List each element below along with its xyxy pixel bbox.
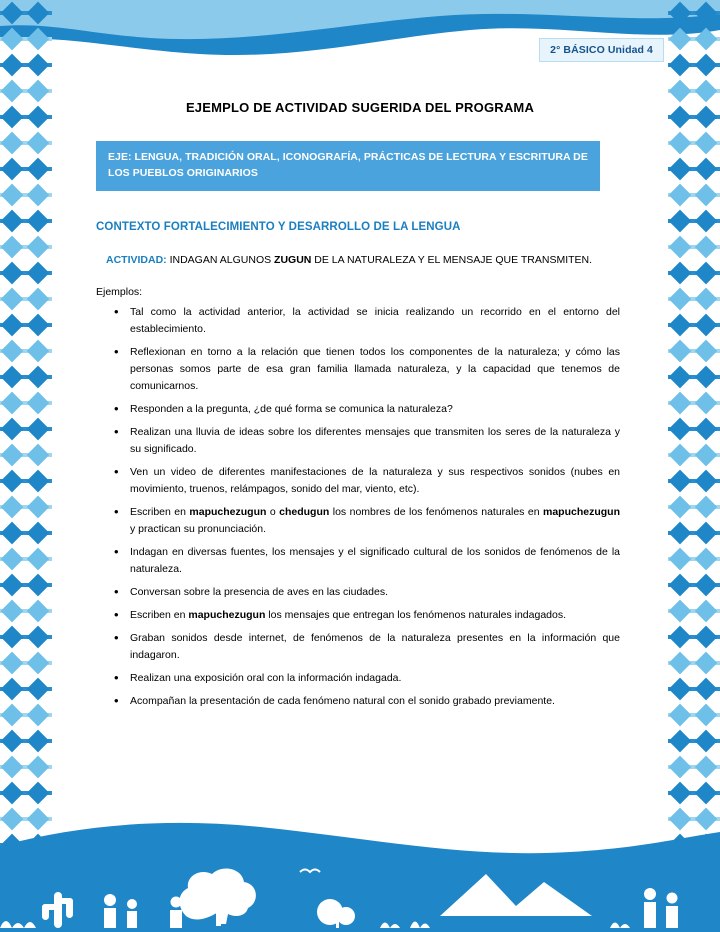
weave-motif: [0, 130, 52, 156]
weave-motif: [0, 234, 52, 260]
weave-motif: [668, 520, 720, 546]
weave-motif: [668, 676, 720, 702]
weave-motif: [668, 104, 720, 130]
list-item-text: los mensajes que entregan los fenómenos naturales indagados.: [265, 609, 567, 622]
list-item-emphasis: mapuchezugun: [188, 609, 266, 622]
list-item: [130, 304, 624, 338]
weave-motif: [0, 104, 52, 130]
list-item-text: Tal como la actividad anterior, la actividad se inicia realizando un recorrido en el entorno del establecimiento.: [130, 306, 620, 336]
list-item-emphasis: mapuchezugun: [542, 506, 620, 519]
list-item-text: Graban sonidos desde internet, de fenómenos de la naturaleza presentes en la información que indagaron.: [130, 632, 620, 662]
weave-motif: [668, 234, 720, 260]
unit-badge: 2° BÁSICO Unidad 4: [539, 38, 664, 62]
weave-motif: [668, 364, 720, 390]
weave-motif: [668, 312, 720, 338]
right-decorative-border: [668, 0, 720, 932]
weave-motif: [668, 702, 720, 728]
weave-motif: [0, 182, 52, 208]
weave-motif: [0, 546, 52, 572]
weave-motif: [0, 338, 52, 364]
weave-motif: [0, 260, 52, 286]
weave-motif: [668, 494, 720, 520]
list-item-text: Indagan en diversas fuentes, los mensajes y el significado cultural de los sonidos de fenómenos de la naturaleza.: [130, 546, 620, 576]
weave-motif: [668, 338, 720, 364]
weave-motif: [668, 0, 720, 26]
document-content: [96, 100, 624, 716]
weave-motif: [668, 156, 720, 182]
activity-text-1: INDAGAN ALGUNOS: [166, 253, 275, 266]
eje-banner: EJE: LENGUA, TRADICIÓN ORAL, ICONOGRAFÍA, PRÁCTICAS DE LECTURA Y ESCRITURA DE LOS PUEBLOS ORIGINARIOS: [96, 141, 600, 191]
weave-motif: [668, 442, 720, 468]
context-title: CONTEXTO FORTALECIMIENTO Y DESARROLLO DE LA LENGUA: [96, 220, 461, 233]
weave-motif: [668, 780, 720, 806]
weave-motif: [0, 754, 52, 780]
top-blue-wave: [0, 0, 720, 74]
activity-keyword: ZUGUN: [274, 253, 312, 266]
weave-motif: [668, 598, 720, 624]
bottom-landscape-silhouette: [0, 812, 720, 932]
activity-label: ACTIVIDAD:: [106, 253, 167, 266]
weave-motif: [0, 286, 52, 312]
examples-label: Ejemplos:: [96, 286, 143, 299]
list-item: [130, 693, 624, 710]
weave-motif: [0, 728, 52, 754]
weave-motif: [0, 702, 52, 728]
weave-motif: [0, 26, 52, 52]
weave-motif: [668, 624, 720, 650]
list-item: [130, 344, 624, 395]
weave-motif: [668, 52, 720, 78]
list-item-text: Escriben en: [130, 506, 190, 519]
weave-motif: [0, 78, 52, 104]
weave-motif: [668, 390, 720, 416]
weave-motif: [0, 520, 52, 546]
left-decorative-border: [0, 0, 52, 932]
list-item-text: Responden a la pregunta, ¿de qué forma se comunica la naturaleza?: [130, 403, 453, 416]
activity-bullet-list: [96, 304, 624, 710]
list-item: [130, 401, 624, 418]
weave-motif: [0, 624, 52, 650]
list-item-text: Acompañan la presentación de cada fenómeno natural con el sonido grabado previamente.: [130, 695, 555, 708]
weave-motif: [0, 442, 52, 468]
weave-motif: [0, 390, 52, 416]
activity-line: [96, 253, 624, 269]
weave-motif: [0, 0, 52, 26]
list-item: [130, 584, 624, 601]
weave-motif: [668, 416, 720, 442]
list-item-emphasis: chedugun: [279, 506, 330, 519]
list-item-text: Realizan una exposición oral con la información indagada.: [130, 672, 402, 685]
weave-motif: [0, 598, 52, 624]
weave-motif: [668, 286, 720, 312]
list-item: [130, 607, 624, 624]
weave-motif: [0, 650, 52, 676]
list-item-text: y practican su pronunciación.: [130, 523, 266, 536]
list-item-text: Realizan una lluvia de ideas sobre los diferentes mensajes que transmiten los seres de la naturaleza y su significado.: [130, 426, 620, 456]
weave-motif: [0, 468, 52, 494]
weave-motif: [0, 156, 52, 182]
weave-motif: [0, 676, 52, 702]
weave-motif: [668, 572, 720, 598]
list-item-text: Escriben en: [130, 609, 189, 622]
list-item-text: Ven un video de diferentes manifestaciones de la naturaleza y sus respectivos sonidos (nubes en movimiento, truenos, relámpagos, sonido del mar, viento, etc).: [130, 466, 620, 496]
weave-motif: [668, 650, 720, 676]
list-item: [130, 544, 624, 578]
weave-motif: [668, 182, 720, 208]
weave-motif: [0, 572, 52, 598]
page-title: EJEMPLO DE ACTIVIDAD SUGERIDA DEL PROGRAMA: [185, 100, 535, 115]
weave-motif: [668, 78, 720, 104]
weave-motif: [668, 728, 720, 754]
list-item: [130, 670, 624, 687]
list-item-text: Reflexionan en torno a la relación que tienen todos los componentes de la naturaleza; y cómo las personas somos parte de esa gran familia llamada naturaleza, y la capacidad que tenemos de comunicarnos.: [130, 346, 620, 393]
list-item: [130, 464, 624, 498]
activity-text-2: DE LA NATURALEZA Y EL MENSAJE QUE TRANSMITEN.: [311, 253, 593, 266]
list-item-text: Conversan sobre la presencia de aves en las ciudades.: [130, 586, 388, 599]
weave-motif: [668, 260, 720, 286]
weave-motif: [0, 780, 52, 806]
weave-motif: [0, 208, 52, 234]
weave-motif: [0, 312, 52, 338]
weave-motif: [668, 130, 720, 156]
list-item-text: o: [266, 506, 280, 519]
list-item: [130, 424, 624, 458]
list-item: [130, 630, 624, 664]
weave-motif: [668, 26, 720, 52]
list-item-emphasis: mapuchezugun: [189, 506, 267, 519]
weave-motif: [668, 208, 720, 234]
weave-motif: [0, 494, 52, 520]
weave-motif: [668, 754, 720, 780]
weave-motif: [668, 468, 720, 494]
list-item: [130, 504, 624, 538]
weave-motif: [0, 416, 52, 442]
weave-motif: [0, 364, 52, 390]
weave-motif: [0, 52, 52, 78]
list-item-text: los nombres de los fenómenos naturales en: [329, 506, 543, 519]
weave-motif: [668, 546, 720, 572]
